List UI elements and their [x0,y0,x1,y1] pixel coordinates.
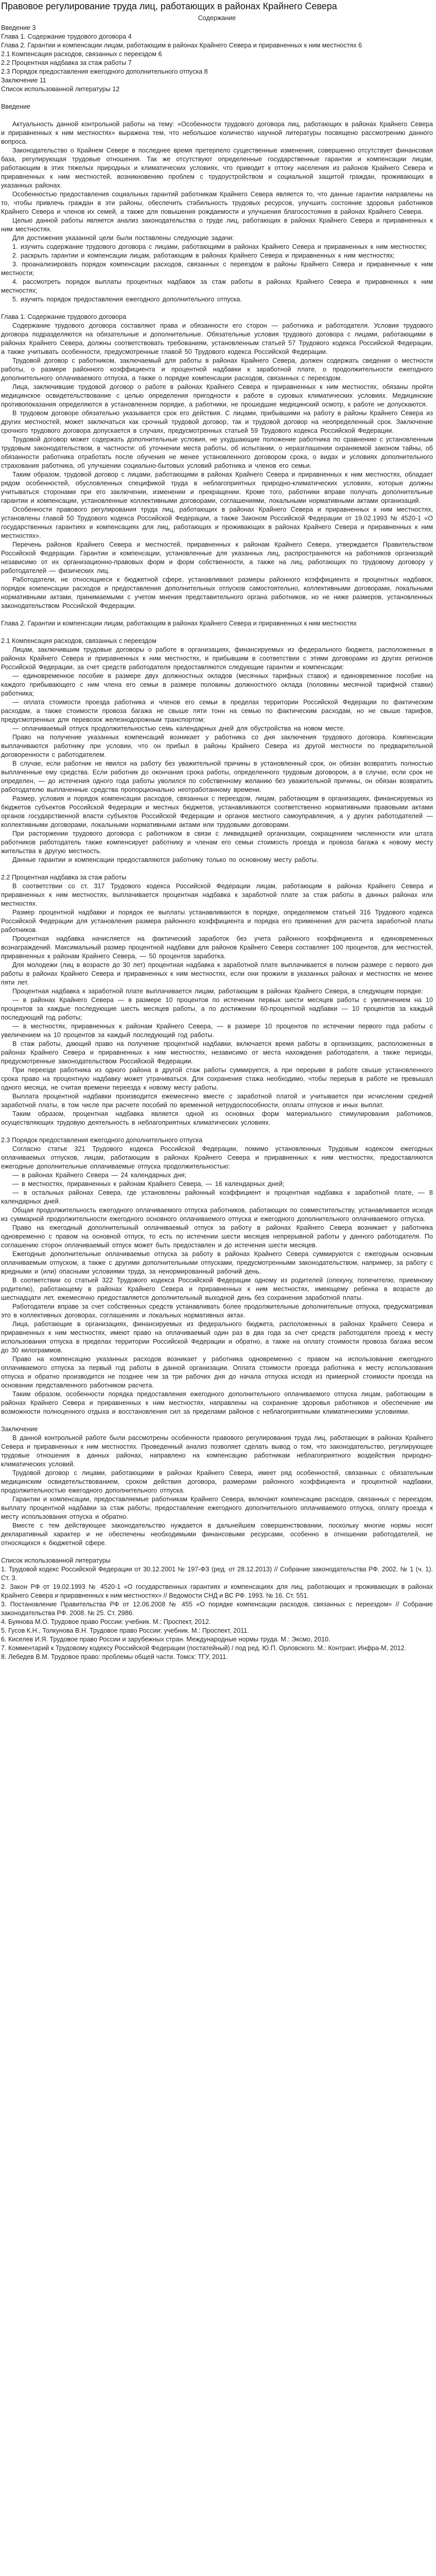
reference-item: 2. Закон РФ от 19.02.1993 № 4520-1 «О государственных гарантиях и компенсациях для лиц, работающих и проживающих в районах Крайнего Севера и приравненных к ним местностях» // Ведомости СНД и ВС РФ. 1993. № 16. Ст. 551. [1,1583,433,1599]
paragraph: Работодатели, не относящиеся к бюджетной сфере, устанавливают размеры районного коэффициента и процентных надбавок, порядок компенсации расходов и предоставления дополнительных отпусков самостоятельно, коллективными договорами, локальными нормативными актами, принимаемыми с учетом мнения представительного органа работников, но не ниже размеров, установленных законодательством Российской Федерации. [1,576,433,609]
section-heading: Список использованной литературы [1,1557,111,1564]
toc-list [1,24,433,94]
section-heading: Заключение [1,1426,38,1433]
document-body [1,94,433,1662]
reference-item: 8. Лебедев В.М. Трудовое право: проблемы общей части. Томск: ТГУ, 2011. [1,1653,228,1660]
reference-item: 4. Буянова М.О. Трудовое право России: учебник. М.: Проспект, 2012. [1,1618,211,1625]
blank-line [1,94,433,103]
paragraph: Право на ежегодный дополнительный оплачиваемый отпуск за работу в районах Крайнего Севера возникает у работника одновременно с правом на основной отпуск, то есть по истечении шести месяцев непрерывной работы у данного работодателя. По соглашению сторон оплачиваемый отпуск может быть предоставлен и до истечения шести месяцев. [1,1224,433,1249]
paragraph: В случае, если работник не явился на работу без уважительной причины в установленный срок, он обязан возвратить полностью выплаченные ему средства. Если работник до окончания срока работы, определенного трудовым договором, а в случае, если срок не определен, — до истечения одного года работы уволился по собственному желанию без уважительной причины, он обязан возвратить работодателю выплаченные средства пропорционально неотработанному времени. [1,760,433,793]
paragraph: — в местностях, приравненных к районам Крайнего Севера, — в размере 10 процентов по истечении первого года работы с увеличением на 10 процентов за каждый последующий год работы. [1,1023,433,1039]
paragraph: Вместе с тем действующее законодательство нуждается в дальнейшем совершенствовании, поскольку многие нормы носят декларативный характер и не обеспечены необходимыми финансовыми ресурсами, особенно в отношении работодателей, не относящихся к бюджетной сфере. [1,1522,433,1547]
paragraph: Право на компенсацию указанных расходов возникает у работника одновременно с правом на использование ежегодного оплачиваемого отпуска за первый год работы в данной организации. Оплата стоимости проезда работника к месту использования отпуска и обратно производится не позднее чем за три рабочих дня до начала отпуска исходя из примерной стоимости проезда на основании представленного работником расчета. [1,1355,433,1389]
paragraph: В трудовом договоре обязательно указывается срок его действия. С лицами, прибывшими на работу в районы Крайнего Севера из других местностей, может заключаться как срочный трудовой договор, так и трудовой договор на неопределенный срок. Заключение срочного трудового договора допускается в случаях, предусмотренных статьей 59 Трудового кодекса Российской Федерации. [1,410,433,434]
blank-line [1,1127,433,1136]
paragraph: — в остальных районах Севера, где установлены районный коэффициент и процентная надбавка к заработной плате, — 8 календарных дней. [1,1189,433,1205]
toc-item: Глава 2. Гарантии и компенсации лицам, работающим в районах Крайнего Севера и приравненных к ним местностях 6 [1,42,362,49]
paragraph: Трудовой договор может содержать дополнительные условия, не ухудшающие положение работника по сравнению с установленным трудовым законодательством, в частности: об уточнении места работы, об испытании, о неразглашении охраняемой законом тайны, об обязанности работника отработать после обучения не менее установленного договором срока, о видах и условиях дополнительного страхования работника, об улучшении социально-бытовых условий работника и членов его семьи. [1,436,433,469]
reference-item: 5. Гусов К.Н., Толкунова В.Н. Трудовое право России: учебник. М.: Проспект, 2011. [1,1627,249,1634]
paragraph: Трудовой договор с работником, заключаемый для работы в районах Крайнего Севера, должен содержать сведения о местности работы, о размере районного коэффициента и процентной надбавки к заработной плате, о продолжительности ежегодного дополнительного оплачиваемого отпуска, а также о порядке компенсации расходов, связанных с переездом. [1,357,433,382]
paragraph: Таким образом, процентная надбавка является одной из основных форм материального стимулирования работников, осуществляющих трудовую деятельность в неблагоприятных климатических условиях. [1,1110,433,1126]
paragraph: Выплата процентной надбавки производится ежемесячно вместе с заработной платой и учитывается при исчислении средней заработной платы, в том числе при расчете пособий по временной нетрудоспособности, оплаты отпусков и иных выплат. [1,1093,433,1109]
section-heading: 2.2 Процентная надбавка за стаж работы [1,874,127,881]
toc-heading: Содержание [198,14,236,22]
paragraph: Для молодежи (лиц в возрасте до 30 лет) процентная надбавка к заработной плате выплачивается в полном размере с первого дня работы в районах Крайнего Севера и приравненных к ним местностях, если они прожили в указанных районах и местностях не менее пяти лет. [1,961,433,986]
section-heading: 2.1 Компенсация расходов, связанных с переездом [1,637,156,645]
paragraph: Перечень районов Крайнего Севера и местностей, приравненных к районам Крайнего Севера, утверждается Правительством Российской Федерации. Гарантии и компенсации, установленные для указанных лиц, распространяются на работников организаций независимо от их организационно-правовых форм и форм собственности, а также на лиц, работающих по трудовому договору у работодателей — физических лиц. [1,541,433,574]
paragraph: Работодатели вправе за счет собственных средств устанавливать более продолжительные дополнительные отпуска, предусматривая это в коллективных договорах, соглашениях и локальных нормативных актах. [1,1303,433,1319]
paragraph: Актуальность данной контрольной работы на тему: «Особенности трудового договора лиц, работающих в районах Крайнего Севера и приравненных к ним местностях» выражена тем, что небольшое количество научной литературы посвящено рассмотрению данного вопроса. [1,121,433,145]
paragraph: — единовременное пособие в размере двух должностных окладов (месячных тарифных ставок) и единовременное пособие на каждого прибывающего с ним члена его семьи в размере половины должностного оклада (половины месячной тарифной ставки) работника; [1,672,433,697]
paragraph: При расторжении трудового договора с работником в связи с ликвидацией организации, сокращением численности или штата работников работодатель также компенсирует работнику и членам его семьи стоимость проезда и провоза багажа к новому месту жительства в другую местность. [1,830,433,855]
blank-line [1,1548,433,1556]
paragraph: — оплачиваемый отпуск продолжительностью семь календарных дней для обустройства на новом месте. [12,725,345,732]
blank-line [1,628,433,637]
section-heading: Глава 1. Содержание трудового договора [1,313,127,320]
paragraph: Таким образом, особенности порядка предоставления ежегодного дополнительного оплачиваемого отпуска лицам, работающим в районах Крайнего Севера и приравненных к ним местностях, направлены на сохранение здоровья работников и обеспечение им возможности полноценного отдыха и восстановления сил за пределами районов с неблагоприятными климатическими условиями. [1,1391,433,1415]
paragraph: Лица, работающие в организациях, финансируемых из федерального бюджета, расположенных в районах Крайнего Севера и приравненных к ним местностях, имеют право на оплачиваемый один раз в два года за счет средств работодателя проезд к месту использования отпуска в пределах территории Российской Федерации и обратно, а также на оплату стоимости провоза багажа весом до 30 килограммов. [1,1320,433,1354]
paragraph: В данной контрольной работе были рассмотрены особенности правового регулирования труда лиц, работающих в районах Крайнего Севера и приравненных к ним местностях. Проведенный анализ позволяет сделать вывод о том, что законодательство, регулирующее трудовые отношения в данных районах, направлено на компенсацию работникам неблагоприятного воздействия природно-климатических условий. [1,1434,433,1468]
reference-item: 1. Трудовой кодекс Российской Федерации от 30.12.2001 № 197-ФЗ (ред. от 28.12.2013) // Собрание законодательства РФ. 2002. № 1 (ч. 1). Ст. 3. [1,1566,433,1582]
paragraph: Согласно статье 321 Трудового кодекса Российской Федерации, помимо установленных Трудовым кодексом ежегодных оплачиваемых отпусков, лицам, работающим в районах Крайнего Севера и приравненных к ним местностях, предоставляются ежегодные дополнительные оплачиваемые отпуска продолжительностью: [1,1145,433,1170]
paragraph: — в районах Крайнего Севера — 24 календарных дня; [12,1172,186,1179]
toc-item: Введение 3 [1,24,36,31]
paragraph: Лицам, заключившим трудовые договоры о работе в организациях, финансируемых из федерального бюджета, расположенных в районах Крайнего Севера и приравненных к ним местностях, и прибывшим в соответствии с этими договорами из других регионов Российской Федерации, за счет средств работодателя предоставляются следующие гарантии и компенсации: [1,646,433,671]
section-heading: Глава 2. Гарантии и компенсации лицам, работающим в районах Крайнего Севера и приравненных к ним местностях [1,620,357,627]
paragraph: Гарантии и компенсации, предоставляемые работникам Крайнего Севера, включают компенсацию расходов, связанных с переездом, выплату процентной надбавки за стаж работы, предоставление ежегодного дополнительного оплачиваемого отпуска, оплату проезда к месту использования отпуска и обратно. [1,1496,433,1520]
toc-item: 2.1 Компенсация расходов, связанных с переездом 6 [1,50,162,58]
toc-item: Список использованной литературы 12 [1,86,120,93]
paragraph: — оплата стоимости проезда работника и членов его семьи в пределах территории Российской Федерации по фактическим расходам, а также стоимости провоза багажа не свыше пяти тонн на семью по фактическим расходам, но не свыше тарифов, предусмотренных для перевозок железнодорожным транспортом; [1,699,433,723]
blank-line [1,865,433,873]
blank-line [1,611,433,619]
toc-item: 2.3 Порядок предоставления ежегодного дополнительного отпуска 8 [1,68,208,75]
paragraph: Общая продолжительность ежегодного оплачиваемого отпуска работников, работающих по совместительству, устанавливается исходя из суммарной продолжительности ежегодного основного оплачиваемого отпуска и ежегодного дополнительного оплачиваемого отпуска. [1,1207,433,1223]
paragraph: Процентная надбавка начисляется на фактический заработок без учета районного коэффициента и единовременных вознаграждений. Максимальный размер процентной надбавки для районов Крайнего Севера составляет 100 процентов, для местностей, приравненных к районам Крайнего Севера, — 50 процентов заработка. [1,935,433,960]
paragraph: Данные гарантии и компенсации предоставляются работнику только по основному месту работы. [12,856,319,863]
paragraph: Право на получение указанных компенсаций возникает у работника со дня заключения трудового договора. Компенсации выплачиваются работнику при условии, что он прибыл в районы Крайнего Севера из другой местности по предварительной договоренности с работодателем. [1,734,433,758]
reference-item: 6. Киселев И.Я. Трудовое право России и зарубежных стран. Международные нормы труда. М.: Эксмо, 2010. [1,1636,330,1643]
paragraph: В соответствии со статьей 322 Трудового кодекса Российской Федерации одному из родителей (опекуну, попечителю, приемному родителю), работающему в районах Крайнего Севера и приравненных к ним местностях, имеющему ребенка в возрасте до шестнадцати лет, ежемесячно предоставляется дополнительный выходной день без сохранения заработной платы. [1,1277,433,1301]
section-heading: 2.3 Порядок предоставления ежегодного дополнительного отпуска [1,1137,203,1144]
toc-item: Глава 1. Содержание трудового договора 4 [1,33,132,40]
reference-item: 3. Постановление Правительства РФ от 12.06.2008 № 455 «О порядке компенсации расходов, связанных с переездом» // Собрание законодательства РФ. 2008. № 25. Ст. 2986. [1,1601,433,1617]
table-of-contents [1,14,433,94]
blank-line [1,1416,433,1425]
paragraph: При переезде работника из одного района в другой стаж работы суммируется, а при перерыве в работе свыше установленного срока право на процентную надбавку может утрачиваться. Для сохранения стажа необходимо, чтобы перерыв в работе не превышал одного месяца, не считая времени переезда к новому месту работы. [1,1066,433,1091]
paragraph: 3. проанализировать порядок компенсации расходов, связанных с переездом в районы Крайнего Севера и приравненные к ним местности; [1,261,433,277]
paragraph: Процентная надбавка к заработной плате выплачивается лицам, работающим в районах Крайнего Севера, в следующем порядке: [12,988,423,995]
reference-item: 7. Комментарий к Трудовому кодексу Российской Федерации (постатейный) / под ред. Ю.П. Орловского. М.: Контракт, Инфра-М, 2012. [1,1645,407,1652]
paragraph: Законодательство о Крайнем Севере в последнее время претерпело существенные изменения, совершенно отсутствует финансовая база, регулирующая трудовые отношения. Так же отсутствуют определенные государственные гарантии и компенсации лицам, работающим в этих тяжелых природных и климатических условиях, что приводит к оттоку населения из районов Крайнего Севера и приравненных к ним местностей, возникновению проблем с трудоустройством и социальной защитой граждан, проживающих в указанных районах. [1,147,433,189]
paragraph: В стаж работы, дающий право на получение процентной надбавки, включается время работы в организациях, расположенных в районах Крайнего Севера и приравненных к ним местностях, независимо от места нахождения работодателя, а также периоды, предусмотренные законодательством Российской Федерации. [1,1040,433,1065]
paragraph: Размер, условия и порядок компенсации расходов, связанных с переездом, лицам, работающим в организациях, финансируемых из бюджетов субъектов Российской Федерации и местных бюджетов, устанавливаются соответственно нормативными правовыми актами органов государственной власти субъектов Российской Федерации и органов местного самоуправления, а у других работодателей — коллективными договорами, локальными нормативными актами или трудовыми договорами. [1,795,433,828]
blank-line [1,111,433,120]
paragraph: 1. изучить содержание трудового договора с лицами, работающими в районах Крайнего Севера и приравненных к ним местностях; [12,243,427,250]
paragraph: Трудовой договор с лицами, работающими в районах Крайнего Севера, имеет ряд особенностей, связанных с обязательным медицинским освидетельствованием, сроком действия договора, размерами районного коэффициента и процентной надбавки, продолжительностью ежегодного дополнительного отпуска. [1,1469,433,1494]
toc-item: 2.2 Процентная надбавка за стаж работы 7 [1,59,132,66]
paragraph: Целью данной работы является анализ законодательства о труде лиц, работающих в районах Крайнего Севера и приравненных к ним местностях. [1,217,433,233]
paragraph: Лица, заключившие трудовой договор о работе в районах Крайнего Севера и приравненных к ним местностях, обязаны пройти медицинское освидетельствование с целью определения пригодности к работе в суровых климатических условиях. Медицинские противопоказания определяются в установленном порядке, а работники, не прошедшие медицинский осмотр, к работе не допускаются. [1,383,433,408]
paragraph: 5. изучить порядок предоставления ежегодного дополнительного отпуска. [12,296,242,303]
toc-item: Заключение 11 [1,77,46,84]
paragraph: Таким образом, трудовой договор с лицами, работающими в районах Крайнего Севера и приравненных к ним местностях, обладает рядом особенностей, обусловленных спецификой труда в неблагоприятных природно-климатических условиях, которые должны учитываться сторонами при его заключении, изменении и прекращении. Кроме того, работники вправе получать дополнительные гарантии и компенсации, установленные коллективными договорами, соглашениями, локальными нормативными актами организаций. [1,471,433,504]
paragraph: 2. раскрыть гарантии и компенсации лицам, работающим в районах Крайнего Севера и приравненных к ним местностях; [12,252,395,259]
paragraph: 4. рассмотреть порядок выплаты процентных надбавок за стаж работы в районах Крайнего Севера и приравненных к ним местностях; [1,278,433,294]
blank-line [1,304,433,313]
paragraph: Содержание трудового договора составляют права и обязанности его сторон — работника и работодателя. Условия трудового договора подразделяются на обязательные и дополнительные. Обязательные условия трудового договора с лицами, работающими в районах Крайнего Севера, должны соответствовать требованиям, установленным статьей 57 Трудового кодекса Российской Федерации, а также учитывать особенности, предусмотренные главой 50 Трудового кодекса Российской Федерации. [1,322,433,355]
paragraph: — в местностях, приравненных к районам Крайнего Севера, — 16 календарных дней; [12,1180,285,1188]
paragraph: Особенности правового регулирования труда лиц, работающих в районах Крайнего Севера и приравненных к ним местностях, установлены главой 50 Трудового кодекса Российской Федерации, а также Законом Российской Федерации от 19.02.1993 № 4520-1 «О государственных гарантиях и компенсациях для лиц, работающих и проживающих в районах Крайнего Севера и приравненных к ним местностях». [1,506,433,539]
document-title: Правовое регулирование труда лиц, работающих в районах Крайнего Севера [1,1,337,11]
paragraph: Ежегодные дополнительные оплачиваемые отпуска за работу в районах Крайнего Севера суммируются с ежегодным основным оплачиваемым отпуском, а также с другими дополнительными отпусками, предусмотренными законодательством, например, за работу с вредными и (или) опасными условиями труда, за ненормированный рабочий день. [1,1250,433,1275]
paragraph: Особенностью предоставления социальных гарантий работникам Крайнего Севера является то, что данные гарантии направлены на то, чтобы привлечь граждан в эти районы, обеспечить стабильность трудовых ресурсов, улучшить состояние здоровья работников Крайнего Севера и членов их семей, а также для повышения рождаемости и улучшения благосостояния в районах Крайнего Севера. [1,191,433,215]
paragraph: Для достижения указанной цели были поставлены следующие задачи: [12,234,234,242]
paragraph: — в районах Крайнего Севера — в размере 10 процентов по истечении первых шести месяцев работы с увеличением на 10 процентов за каждые последующие шесть месяцев работы, а по достижении 60-процентной надбавки — 10 процентов за каждый последующий год работы; [1,996,433,1021]
section-heading: Введение [1,103,31,110]
paragraph: Размер процентной надбавки и порядок ее выплаты устанавливаются в порядке, определяемом статьей 316 Трудового кодекса Российской Федерации для установления размера районного коэффициента и порядка его применения для расчета заработной платы работников. [1,909,433,934]
paragraph: В соответствии со ст. 317 Трудового кодекса Российской Федерации лицам, работающим в районах Крайнего Севера и приравненных к ним местностях, выплачивается процентная надбавка к заработной плате за стаж работы в данных районах или местностях. [1,883,433,907]
